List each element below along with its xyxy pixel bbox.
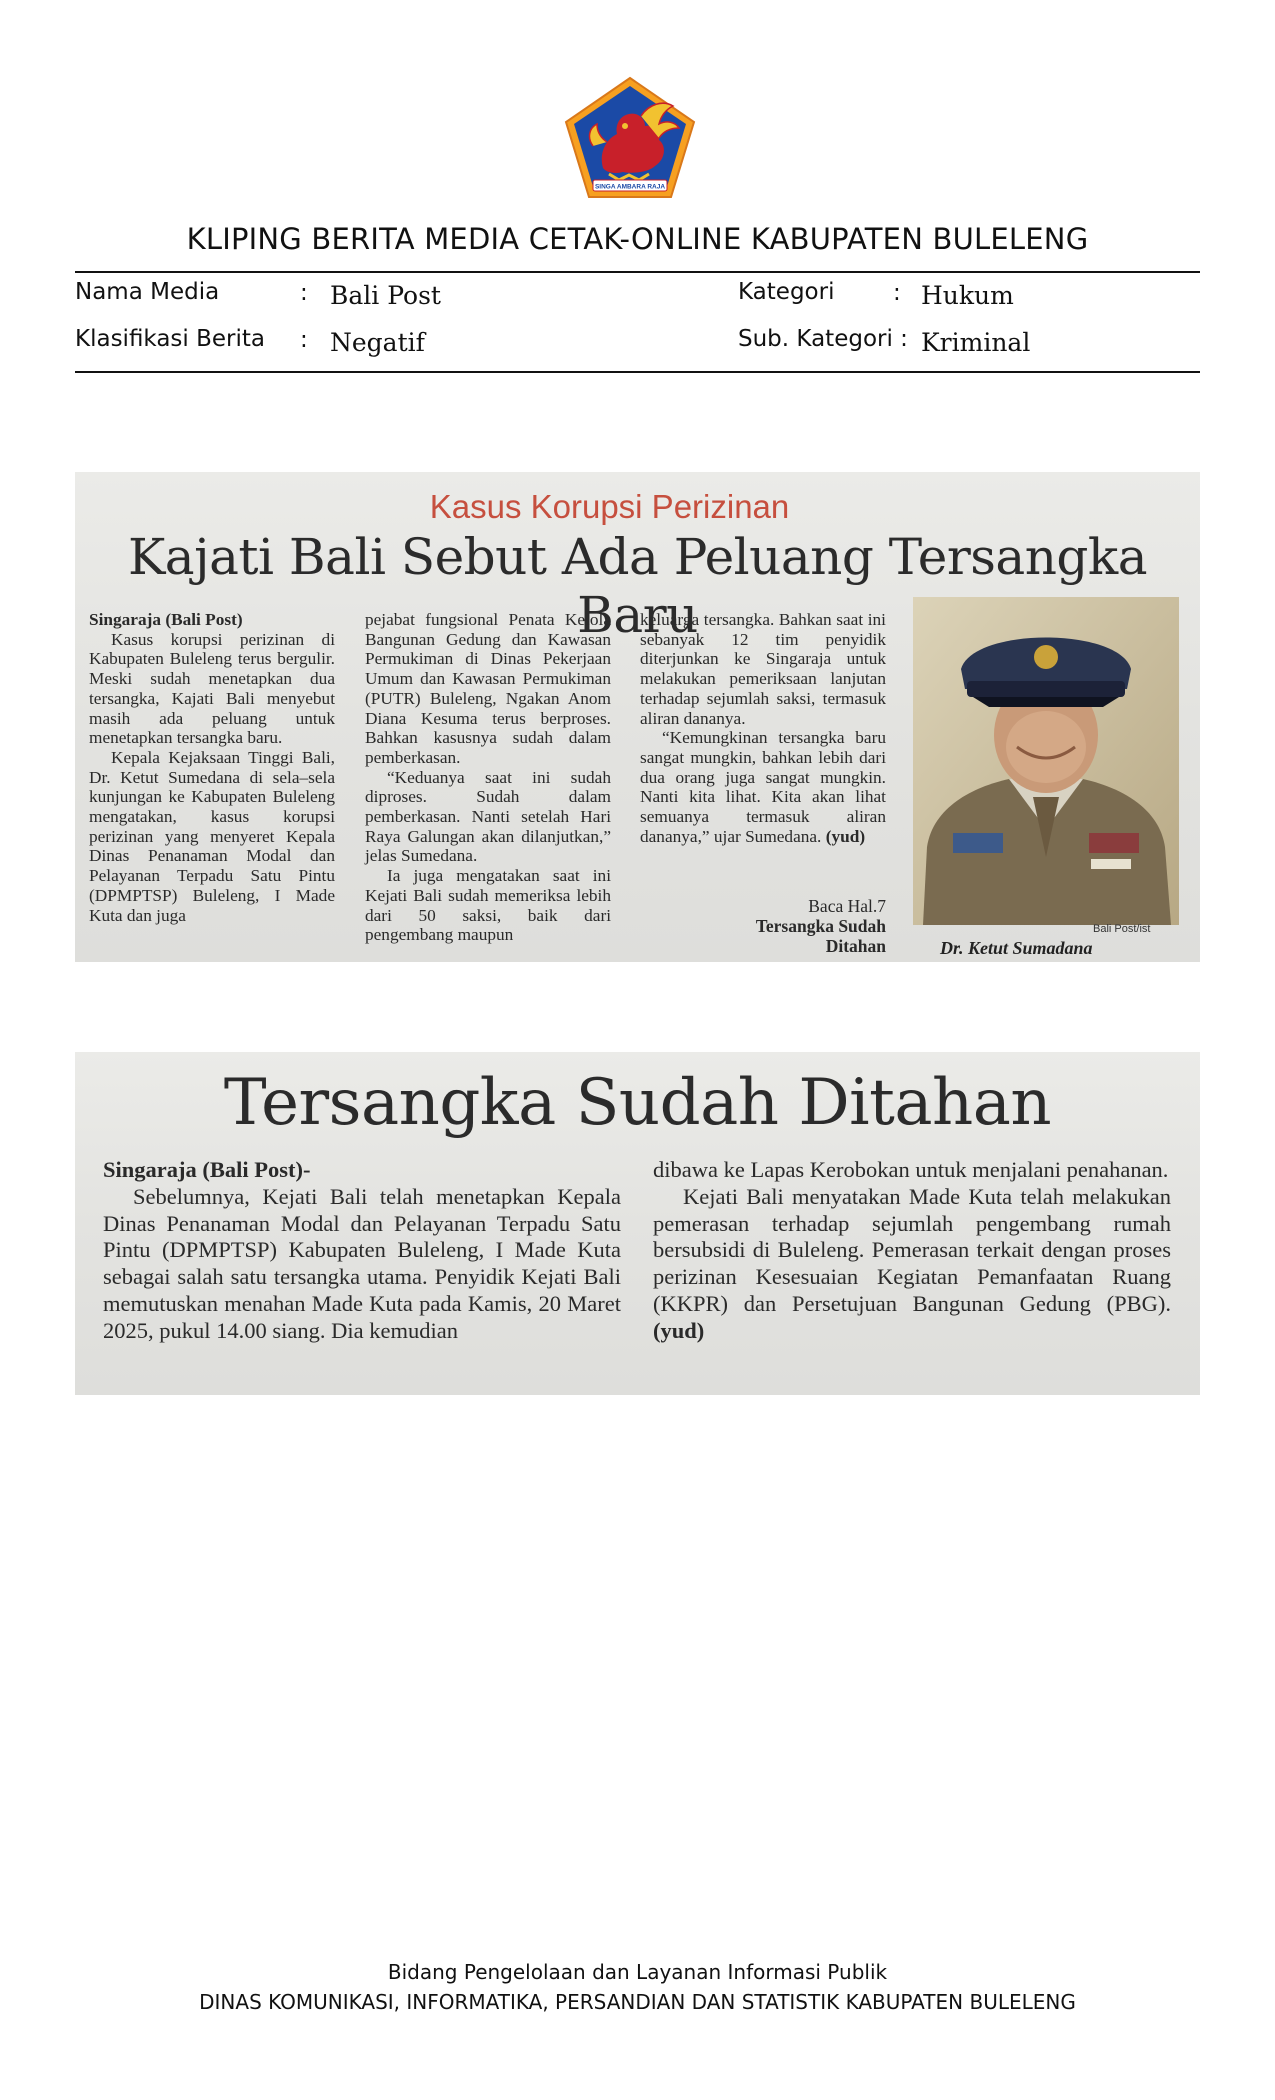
news-clipping-2	[75, 1052, 1200, 1395]
article-column-2	[365, 610, 611, 945]
meta-sep	[893, 279, 901, 307]
photo-caption: Dr. Ketut Sumadana	[940, 938, 1093, 958]
paragraph: Kepala Kejaksaan Tinggi Bali, Dr. Ketut Sumedana di sela–sela kunjungan ke Kabupaten Buleleng mengatakan, kasus korupsi perizinan yang menyeret Kepala Dinas Penanaman Modal dan Pelayanan Terpadu Satu Pintu (DPMPTSP) Buleleng, I Made Kuta dan juga	[89, 747, 335, 925]
article-headline: Kajati Bali Sebut Ada Peluang Tersangka Baru	[127, 528, 1148, 644]
meta-label: Kategori	[738, 279, 835, 305]
news-clipping-1	[75, 472, 1200, 962]
meta-divider	[75, 371, 1200, 373]
meta-sep	[300, 279, 308, 307]
paragraph: pejabat fungsional Penata Kelola Bangunan Gedung dan Kawasan Permukiman di Dinas Pekerjaan Umum dan Kawasan Permukiman (PUTR) Buleleng, Ngakan Anom Diana Kesuma terus berproses. Bahkan kasusnya sudah dalam pemberkasan.	[365, 610, 611, 767]
paragraph: keluarga tersangka. Bahkan saat ini sebanyak 12 tim penyidik diterjunkan ke Singaraja untuk melakukan pemeriksaan lanjutan terhadap sejumlah saksi, termasuk aliran dananya.	[640, 610, 886, 728]
meta-value	[330, 328, 425, 358]
logo-motto: SINGA AMBARA RAJA	[594, 183, 666, 191]
paragraph: “Keduanya saat ini sudah diproses. Sudah dalam pemberkasan. Nanti setelah Hari Raya Galungan akan dilanjutkan,” jelas Sumedana.	[365, 767, 611, 866]
page-title: KLIPING BERITA MEDIA CETAK-ONLINE KABUPATEN BULELENG	[186, 222, 1089, 256]
meta-label: Klasifikasi Berita	[75, 326, 266, 352]
photo-credit: Bali Post/ist	[1093, 923, 1151, 935]
meta-value	[330, 281, 441, 311]
official-portrait-photo	[913, 597, 1179, 925]
paragraph: dibawa ke Lapas Kerobokan untuk menjalani penahanan.	[653, 1157, 1169, 1182]
classification-value: Negatif	[330, 328, 425, 357]
continued-notice	[640, 896, 886, 956]
continued-page: Baca Hal.7	[808, 896, 886, 916]
paragraph: Kasus korupsi perizinan di Kabupaten Buleleng terus bergulir. Meski sudah menetapkan dua tersangka, Kajati Bali menyebut masih ada peluang untuk menetapkan tersangka baru.	[89, 629, 335, 748]
article-column-1	[103, 1157, 621, 1345]
category-value: Hukum	[921, 281, 1014, 310]
article-column-3	[640, 610, 886, 846]
meta-klasifikasi	[75, 325, 265, 353]
paragraph: Sebelumnya, Kejati Bali telah menetapkan Kepala Dinas Penanaman Modal dan Pelayanan Terpadu Satu Pintu (DPMPTSP) Kabupaten Buleleng, I Made Kuta sebagai salah satu tersangka utama. Penyidik Kejati Bali memutuskan menahan Made Kuta pada Kamis, 20 Maret 2025, pukul 14.00 siang. Dia kemudian	[103, 1183, 621, 1343]
paragraph: Kejati Bali menyatakan Made Kuta telah melakukan pemerasan terhadap sejumlah pengembang rumah bersubsidi di Buleleng. Pemerasan terkait dengan proses perizinan Kesesuaian Kegiatan Pemanfaatan Ruang (KKPR) dan Persetujuan Bangunan Gedung (PBG).	[653, 1183, 1171, 1316]
dateline: Singaraja (Bali Post)	[89, 610, 243, 629]
footer-agency: DINAS KOMUNIKASI, INFORMATIKA, PERSANDIAN DAN STATISTIK KABUPATEN BULELENG	[199, 1990, 1076, 2014]
meta-sub-kategori	[738, 325, 908, 353]
paragraph: “Kemungkinan tersangka baru sangat mungkin, bahkan lebih dari dua orang juga sangat mungkin. Nanti kita lihat. Kita akan lihat semuanya termasuk aliran dananya,” ujar Sumedana.	[640, 728, 886, 846]
meta-label: Sub. Kategori :	[738, 326, 908, 352]
meta-colon: :	[300, 327, 308, 353]
article-column-1	[89, 610, 335, 925]
continued-title: Tersangka Sudah Ditahan	[755, 916, 886, 956]
dateline: Singaraja (Bali Post)-	[103, 1157, 311, 1182]
meta-value	[921, 281, 1014, 311]
article-headline: Tersangka Sudah Ditahan	[223, 1066, 1052, 1140]
article-kicker: Kasus Korupsi Perizinan	[429, 488, 790, 525]
sub-category-value: Kriminal	[921, 328, 1031, 357]
byline: (yud)	[653, 1317, 705, 1343]
media-name-value: Bali Post	[330, 281, 441, 310]
meta-nama-media	[75, 278, 219, 306]
byline: (yud)	[825, 826, 866, 846]
meta-sep	[300, 326, 308, 354]
top-divider	[75, 271, 1200, 273]
meta-kategori	[738, 278, 834, 306]
paragraph: Ia juga mengatakan saat ini Kejati Bali sudah memeriksa lebih dari 50 saksi, baik dari pengembang maupun	[365, 866, 611, 945]
buleleng-regency-logo	[563, 76, 697, 200]
meta-label: Nama Media	[75, 279, 220, 305]
meta-colon: :	[300, 280, 308, 306]
meta-colon: :	[893, 280, 901, 306]
meta-value	[921, 328, 1030, 358]
article-column-2	[653, 1157, 1171, 1345]
footer-department: Bidang Pengelolaan dan Layanan Informasi Publik	[387, 1960, 888, 1984]
